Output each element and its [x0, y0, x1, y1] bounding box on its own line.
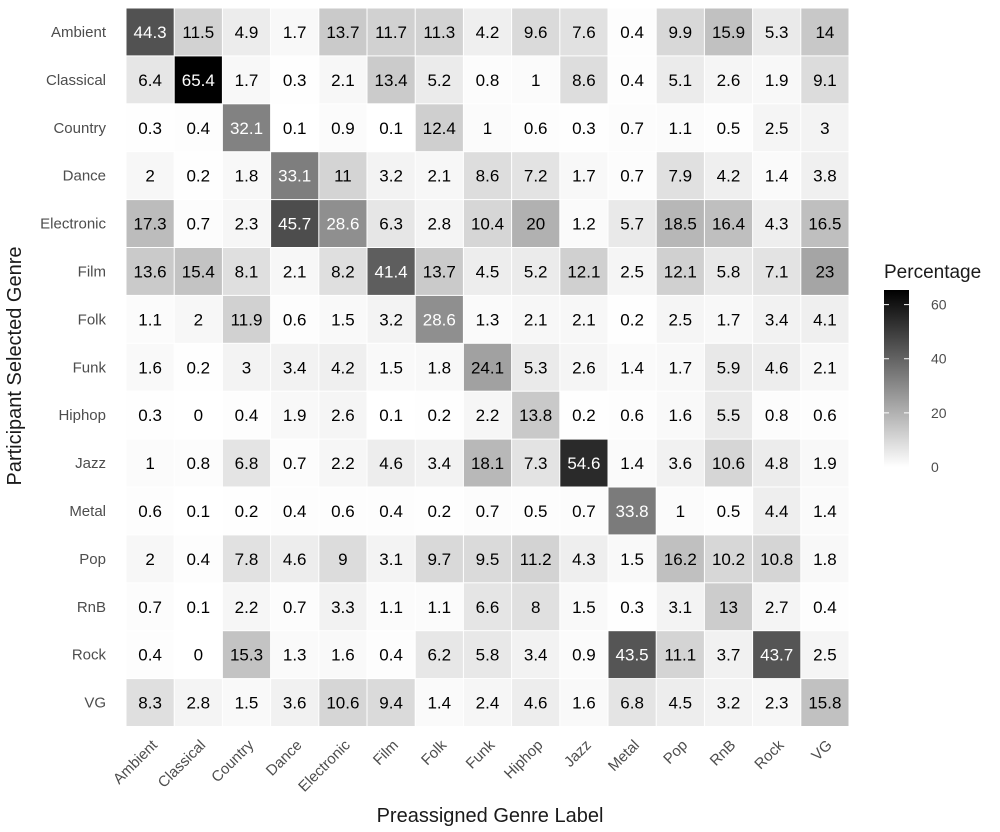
cell-value-label: 0.4 — [138, 645, 162, 665]
cell-value-label: 7.8 — [234, 549, 259, 569]
x-tick-label: Electronic — [295, 736, 354, 796]
y-tick-label: VG — [84, 694, 106, 712]
cell-value-label: 1.3 — [475, 310, 500, 330]
cell-value-label: 5.3 — [523, 358, 548, 378]
cell-value-label: 1.9 — [282, 406, 307, 426]
cell-value-label: 2.5 — [668, 310, 693, 330]
legend-colorbar — [884, 290, 909, 467]
x-tick-label: Pop — [660, 736, 692, 768]
cell-value-label: 1.5 — [331, 310, 355, 330]
cell-value-label: 5.2 — [523, 262, 548, 282]
cell-value-label: 12.4 — [422, 118, 456, 138]
cell-value-label: 0.1 — [379, 406, 403, 426]
cell-value-label: 24.1 — [470, 358, 505, 378]
cell-value-label: 1.4 — [427, 693, 452, 713]
cell-value-label: 9.9 — [668, 22, 693, 42]
cell-value-label: 2.3 — [764, 693, 789, 713]
cell-value-label: 3.2 — [716, 693, 741, 713]
cell-value-label: 6.2 — [427, 645, 452, 665]
cell-value-label: 1.7 — [234, 70, 259, 90]
cell-value-label: 11.3 — [423, 22, 456, 42]
cell-value-label: 2.7 — [764, 597, 789, 617]
cell-value-label: 0.5 — [716, 501, 741, 521]
cell-value-label: 5.5 — [716, 406, 741, 426]
cell-value-label: 0.9 — [331, 118, 355, 138]
x-tick-label: RnB — [706, 736, 740, 770]
cell-value-label: 0.4 — [186, 118, 211, 138]
cell-value-label: 0.3 — [620, 597, 644, 617]
cell-value-label: 65.4 — [181, 70, 215, 90]
cell-value-label: 5.2 — [427, 70, 452, 90]
cell-value-label: 2 — [193, 310, 204, 330]
cell-value-label: 5.1 — [668, 70, 693, 90]
cell-value-label: 8.6 — [572, 70, 596, 90]
cell-value-label: 2.1 — [427, 166, 452, 186]
cell-value-label: 1.4 — [813, 501, 837, 521]
cell-value-label: 1.6 — [572, 693, 596, 713]
cell-value-label: 4.2 — [331, 358, 355, 378]
cell-value-label: 23 — [815, 262, 835, 282]
cell-value-label: 15.8 — [808, 693, 842, 713]
cell-value-label: 9.1 — [813, 70, 837, 90]
cell-value-label: 2.1 — [572, 310, 596, 330]
cell-value-label: 0.8 — [764, 406, 789, 426]
cell-value-label: 4.9 — [234, 22, 259, 42]
cell-value-label: 13.8 — [519, 406, 553, 426]
cell-value-label: 1.5 — [234, 693, 259, 713]
cell-value-label: 13.7 — [422, 262, 456, 282]
cell-value-label: 3.6 — [668, 454, 693, 474]
cell-value-label: 0.6 — [282, 310, 307, 330]
cell-value-label: 1.5 — [620, 549, 644, 569]
cell-value-label: 0.7 — [620, 118, 644, 138]
cell-value-label: 0.7 — [620, 166, 644, 186]
cell-value-label: 0.4 — [379, 501, 403, 521]
cell-value-label: 6.3 — [379, 214, 403, 234]
cell-value-label: 0.7 — [282, 454, 307, 474]
x-tick-label: Classical — [154, 736, 210, 792]
cell-value-label: 11.2 — [519, 549, 552, 569]
cell-value-label: 1.4 — [620, 454, 644, 474]
cell-value-label: 16.2 — [663, 549, 697, 569]
cell-value-label: 0.4 — [620, 70, 644, 90]
cell-value-label: 0.2 — [427, 501, 452, 521]
cell-value-label: 5.7 — [620, 214, 644, 234]
cell-value-label: 7.9 — [668, 166, 693, 186]
cell-value-label: 0.4 — [282, 501, 307, 521]
cell-value-label: 0.3 — [138, 406, 162, 426]
cell-value-label: 0.4 — [186, 549, 211, 569]
cell-value-label: 6.8 — [234, 454, 259, 474]
cell-value-label: 4.2 — [475, 22, 500, 42]
cell-value-label: 4.1 — [813, 310, 837, 330]
cell-value-label: 9.7 — [427, 549, 452, 569]
cell-value-label: 10.8 — [760, 549, 794, 569]
cell-value-label: 6.4 — [138, 70, 162, 90]
cell-value-label: 2.3 — [234, 214, 259, 234]
cell-value-label: 0.8 — [186, 454, 211, 474]
cell-value-label: 0.5 — [523, 501, 548, 521]
cell-value-label: 2.2 — [475, 406, 500, 426]
cell-value-label: 1.5 — [572, 597, 596, 617]
cell-value-label: 3.2 — [379, 310, 403, 330]
cell-value-label: 0 — [193, 406, 204, 426]
cell-value-label: 1.3 — [282, 645, 307, 665]
cell-value-label: 1.4 — [620, 358, 644, 378]
cell-value-label: 1.6 — [331, 645, 355, 665]
cell-value-label: 10.2 — [711, 549, 746, 569]
cell-value-label: 9.5 — [475, 549, 500, 569]
cell-value-label: 0.1 — [282, 118, 307, 138]
cell-value-label: 3.4 — [427, 454, 452, 474]
y-tick-label: Funk — [72, 359, 106, 377]
x-axis-ticks — [110, 736, 836, 795]
cell-value-label: 3 — [241, 358, 252, 378]
y-tick-label: Film — [77, 263, 106, 281]
cell-value-label: 10.6 — [326, 693, 360, 713]
y-tick-label: RnB — [76, 598, 106, 616]
cell-value-label: 3.6 — [282, 693, 307, 713]
legend-tick-label: 20 — [931, 404, 947, 421]
cell-value-label: 5.8 — [716, 262, 741, 282]
cell-value-label: 18.5 — [663, 214, 697, 234]
cell-value-label: 8 — [530, 597, 541, 617]
cell-value-label: 8.3 — [138, 693, 162, 713]
cell-value-label: 1 — [145, 454, 155, 474]
cell-value-label: 1.1 — [427, 597, 452, 617]
cell-value-label: 0.2 — [572, 406, 596, 426]
y-tick-label: Pop — [79, 550, 106, 568]
cell-value-label: 0.1 — [186, 501, 211, 521]
cell-value-label: 0.3 — [282, 70, 307, 90]
cell-value-label: 11.1 — [664, 645, 697, 665]
cell-value-label: 4.4 — [764, 501, 789, 521]
cell-value-label: 2.1 — [813, 358, 837, 378]
cell-value-label: 16.5 — [808, 214, 842, 234]
cell-value-label: 0.2 — [234, 501, 259, 521]
cell-value-label: 3.8 — [813, 166, 837, 186]
x-tick-label: Funk — [462, 736, 499, 773]
cell-value-label: 2.6 — [331, 406, 355, 426]
cell-value-label: 1.7 — [572, 166, 596, 186]
cell-value-label: 0.6 — [331, 501, 355, 521]
legend-tick-label: 0 — [931, 459, 939, 475]
cell-value-label: 4.6 — [523, 693, 548, 713]
cell-value-label: 0.8 — [475, 70, 500, 90]
x-tick-label: Hiphop — [500, 736, 547, 783]
cell-value-label: 18.1 — [470, 454, 505, 474]
cell-value-label: 0.7 — [186, 214, 211, 234]
cell-value-label: 2.1 — [282, 262, 307, 282]
cell-value-label: 1.8 — [234, 166, 259, 186]
x-tick-label: Folk — [418, 736, 451, 769]
cell-value-label: 1.8 — [813, 549, 837, 569]
legend-title: Percentage — [884, 262, 982, 283]
cell-value-label: 2.8 — [186, 693, 211, 713]
cell-value-label: 10.6 — [711, 454, 746, 474]
cell-value-label: 1.4 — [764, 166, 789, 186]
cell-value-label: 2.5 — [620, 262, 644, 282]
cell-value-label: 0.9 — [572, 645, 596, 665]
cell-value-label: 3.4 — [282, 358, 307, 378]
cell-value-label: 16.4 — [711, 214, 746, 234]
cell-value-label: 13.4 — [374, 70, 408, 90]
cell-value-label: 1.7 — [716, 310, 741, 330]
cell-value-label: 4.6 — [282, 549, 307, 569]
cell-value-label: 28.6 — [326, 214, 360, 234]
cell-value-label: 13.7 — [326, 22, 360, 42]
cell-value-label: 0.5 — [716, 118, 741, 138]
color-legend — [884, 262, 981, 475]
cell-value-label: 2.5 — [813, 645, 837, 665]
cell-value-label: 12.1 — [663, 262, 697, 282]
cell-value-label: 0.7 — [475, 501, 500, 521]
cell-value-label: 4.8 — [764, 454, 789, 474]
cell-value-label: 3.4 — [523, 645, 548, 665]
cell-value-label: 0.6 — [813, 406, 837, 426]
cell-value-label: 4.6 — [764, 358, 789, 378]
cell-value-label: 0.2 — [186, 358, 211, 378]
x-tick-label: Film — [369, 736, 402, 769]
cell-value-label: 0.7 — [282, 597, 307, 617]
cell-value-label: 4.5 — [475, 262, 500, 282]
cell-value-label: 11 — [334, 166, 352, 186]
x-tick-label: Country — [208, 736, 258, 786]
cell-value-label: 2.6 — [572, 358, 596, 378]
cell-value-label: 12.1 — [567, 262, 601, 282]
cell-value-label: 7.6 — [572, 22, 596, 42]
x-tick-label: VG — [808, 736, 836, 765]
cell-value-label: 9.4 — [379, 693, 403, 713]
cell-value-label: 2 — [145, 549, 155, 569]
cell-value-label: 1.9 — [813, 454, 837, 474]
cell-value-label: 15.3 — [229, 645, 264, 665]
y-tick-label: Folk — [77, 311, 106, 329]
y-tick-label: Electronic — [40, 215, 106, 233]
cell-value-label: 3.3 — [331, 597, 355, 617]
cell-value-label: 11.9 — [230, 310, 263, 330]
cell-value-label: 4.3 — [764, 214, 789, 234]
cell-value-label: 1.8 — [427, 358, 452, 378]
cell-value-label: 1.2 — [572, 214, 596, 234]
cell-value-label: 2.1 — [331, 70, 355, 90]
cell-value-label: 15.4 — [181, 262, 215, 282]
cell-value-label: 7.1 — [764, 262, 789, 282]
cell-value-label: 10.4 — [470, 214, 505, 234]
cell-value-label: 0.2 — [620, 310, 644, 330]
cell-value-label: 8.1 — [234, 262, 259, 282]
cell-value-label: 1.1 — [138, 310, 162, 330]
cell-value-label: 8.6 — [475, 166, 500, 186]
cell-value-label: 0.4 — [234, 406, 259, 426]
cell-value-label: 1.7 — [282, 22, 307, 42]
cell-value-label: 1 — [675, 501, 686, 521]
cell-value-label: 5.8 — [475, 645, 500, 665]
cell-value-label: 1 — [482, 118, 493, 138]
legend-tick-label: 40 — [931, 350, 947, 367]
cell-value-label: 3.1 — [668, 597, 693, 617]
cell-value-label: 11.7 — [375, 22, 408, 42]
cell-value-label: 17.3 — [133, 214, 167, 234]
cell-value-label: 0.1 — [379, 118, 403, 138]
legend-tick-label: 60 — [931, 296, 947, 313]
cell-value-label: 41.4 — [374, 262, 408, 282]
x-tick-label: Jazz — [560, 736, 595, 771]
cell-value-label: 4.5 — [668, 693, 693, 713]
cell-value-label: 2 — [145, 166, 155, 186]
cell-value-label: 9.6 — [523, 22, 548, 42]
cell-value-label: 1.5 — [379, 358, 403, 378]
cell-value-label: 0.7 — [138, 597, 162, 617]
cell-value-label: 0.2 — [186, 166, 211, 186]
x-tick-label: Ambient — [109, 736, 161, 788]
cell-value-label: 0.4 — [813, 597, 837, 617]
cell-value-label: 0.6 — [620, 406, 644, 426]
cell-value-label: 11.5 — [182, 22, 215, 42]
cell-value-label: 8.2 — [331, 262, 355, 282]
cell-value-label: 4.6 — [379, 454, 403, 474]
y-tick-label: Hiphop — [58, 407, 106, 425]
cell-value-label: 43.5 — [615, 645, 649, 665]
cell-value-label: 2.2 — [234, 597, 259, 617]
cell-value-label: 0.4 — [379, 645, 403, 665]
x-tick-label: Dance — [262, 736, 306, 780]
y-tick-label: Ambient — [50, 23, 106, 41]
y-tick-label: Rock — [71, 646, 106, 664]
x-tick-label: Rock — [751, 736, 788, 774]
cell-value-label: 28.6 — [422, 310, 456, 330]
cell-value-label: 13.6 — [133, 262, 167, 282]
cell-value-label: 0.6 — [523, 118, 548, 138]
cell-value-label: 6.6 — [475, 597, 500, 617]
cell-value-label: 2.5 — [764, 118, 789, 138]
cell-value-label: 0 — [193, 645, 204, 665]
cell-value-label: 5.3 — [764, 22, 789, 42]
cell-value-label: 45.7 — [278, 214, 312, 234]
cell-value-label: 44.3 — [133, 22, 167, 42]
y-tick-label: Dance — [62, 167, 106, 185]
cell-value-label: 14 — [815, 22, 835, 42]
x-tick-label: Metal — [604, 736, 643, 775]
cell-value-label: 1.6 — [668, 406, 693, 426]
cell-value-label: 4.2 — [716, 166, 741, 186]
cell-value-label: 13 — [719, 597, 738, 617]
cell-value-label: 2.8 — [427, 214, 452, 234]
cell-value-label: 1.1 — [379, 597, 403, 617]
y-tick-label: Country — [53, 119, 106, 137]
cell-value-label: 33.8 — [615, 501, 649, 521]
cell-value-label: 3.2 — [379, 166, 403, 186]
cell-value-label: 2.2 — [331, 454, 355, 474]
cell-value-label: 9 — [338, 549, 348, 569]
cell-value-label: 7.2 — [523, 166, 548, 186]
cell-value-label: 7.3 — [523, 454, 548, 474]
cell-value-label: 2.1 — [523, 310, 548, 330]
cell-value-label: 0.4 — [620, 22, 644, 42]
cell-value-label: 2.4 — [475, 693, 500, 713]
cell-value-label: 32.1 — [229, 118, 264, 138]
cell-value-label: 0.3 — [138, 118, 162, 138]
cell-value-label: 3.1 — [379, 549, 403, 569]
cell-value-label: 0.6 — [138, 501, 162, 521]
cell-value-label: 3.4 — [764, 310, 789, 330]
cell-value-label: 33.1 — [278, 166, 312, 186]
cell-value-label: 5.9 — [716, 358, 741, 378]
y-tick-label: Jazz — [75, 455, 106, 473]
cell-value-label: 15.9 — [711, 22, 746, 42]
cell-value-label: 0.1 — [186, 597, 211, 617]
cell-value-label: 43.7 — [760, 645, 794, 665]
cell-value-label: 1.1 — [668, 118, 693, 138]
cell-value-label: 54.6 — [567, 454, 601, 474]
cell-value-label: 3.7 — [716, 645, 741, 665]
cell-value-label: 6.8 — [620, 693, 644, 713]
cell-value-label: 1 — [530, 70, 541, 90]
cell-value-label: 20 — [526, 214, 546, 234]
cell-value-label: 0.7 — [572, 501, 596, 521]
cell-value-label: 4.3 — [572, 549, 596, 569]
cell-value-label: 0.3 — [572, 118, 596, 138]
cell-value-label: 1.9 — [764, 70, 789, 90]
cell-value-label: 0.2 — [427, 406, 452, 426]
cell-value-label: 3 — [820, 118, 830, 138]
x-axis-title: Preassigned Genre Label — [376, 805, 604, 827]
y-tick-label: Classical — [45, 71, 106, 89]
y-axis-title: Participant Selected Genre — [4, 246, 26, 486]
cell-value-label: 1.7 — [668, 358, 693, 378]
y-axis-ticks — [40, 24, 107, 712]
y-tick-label: Metal — [69, 502, 106, 520]
cell-value-label: 1.6 — [138, 358, 162, 378]
cell-value-label: 2.6 — [716, 70, 741, 90]
